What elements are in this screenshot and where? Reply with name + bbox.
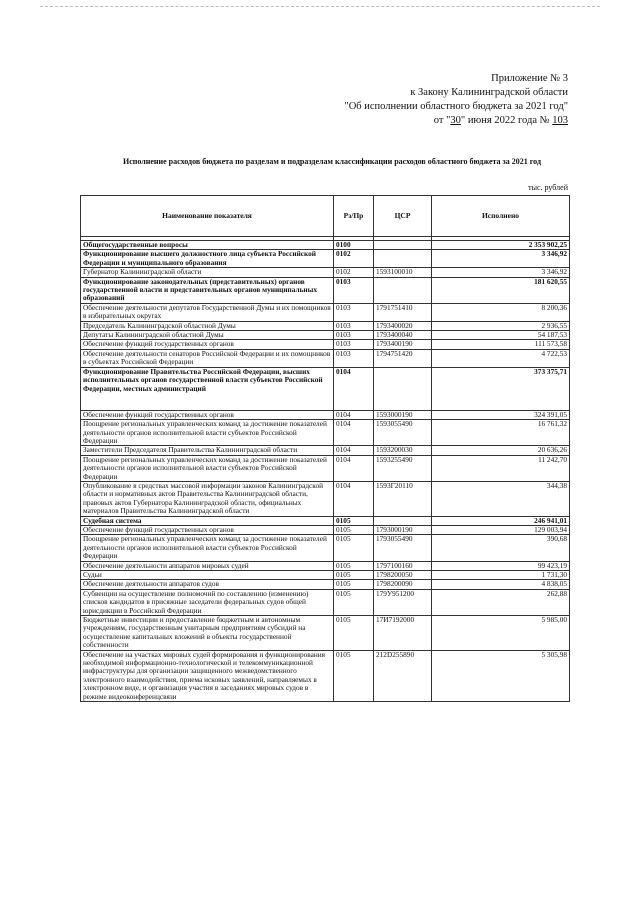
row-name-cell: Функционирование высшего должностного лица субъекта Российской Федерации и муниципального образования — [81, 250, 334, 268]
units-label: тыс. рублей — [528, 183, 568, 192]
row-rz-cell: 0105 — [334, 525, 374, 534]
row-rz-cell: 0105 — [334, 580, 374, 589]
scan-artifact-line — [40, 6, 600, 7]
table-row — [81, 446, 570, 455]
row-value-cell: 2 936,55 — [432, 321, 570, 330]
table-row — [81, 650, 570, 701]
row-csr-cell: 1593255490 — [374, 455, 432, 481]
row-name-cell: Поощрение региональных управленческих команд за достижение показателей деятельности органов исполнительной власти субъектов Российской Федерации — [81, 535, 334, 561]
row-rz-cell: 0102 — [334, 268, 374, 277]
table-row — [81, 455, 570, 481]
row-name-cell: Заместители Председателя Правительства Калининградской области — [81, 446, 334, 455]
row-csr-cell: 1793000190 — [374, 525, 432, 534]
table-row — [81, 268, 570, 277]
row-name-cell: Судьи — [81, 571, 334, 580]
appendix-line-2: к Закону Калининградской области — [410, 87, 568, 98]
row-csr-cell: 1593055490 — [374, 420, 432, 446]
table-row — [81, 589, 570, 615]
row-name-cell: Обеспечение деятельности сенаторов Российской Федерации и их помощников в субъектах Российской Федерации — [81, 349, 334, 367]
table-row — [81, 420, 570, 446]
row-name-cell: Функционирование законодательных (представительных) органов государственной власти и представительных органов муниципальных образований — [81, 277, 334, 303]
row-name-cell: Поощрение региональных управленческих команд за достижение показателей деятельности органов исполнительной власти субъектов Российской Федерации — [81, 455, 334, 481]
appendix-line-1: Приложение № 3 — [491, 73, 568, 84]
row-rz-cell: 0103 — [334, 321, 374, 330]
table-row — [81, 481, 570, 516]
table-row — [81, 241, 570, 250]
table-body — [81, 241, 570, 702]
row-value-cell: 129 003,94 — [432, 525, 570, 534]
row-value-cell: 5 305,98 — [432, 650, 570, 701]
table-row — [81, 516, 570, 525]
row-name-cell: Субвенции на осуществление полномочий по составлению (изменению) списков кандидатов в присяжные заседатели федеральных судов общей юрисдикции в Российской Федерации — [81, 589, 334, 615]
row-csr-cell: 1797100160 — [374, 561, 432, 570]
row-value-cell: 99 423,19 — [432, 561, 570, 570]
row-rz-cell: 0105 — [334, 535, 374, 561]
row-csr-cell: 212D255890 — [374, 650, 432, 701]
row-csr-cell: 1794751420 — [374, 349, 432, 367]
row-value-cell: 373 375,71 — [432, 367, 570, 410]
row-csr-cell: 1793400190 — [374, 340, 432, 349]
row-value-cell: 246 941,01 — [432, 516, 570, 525]
row-value-cell: 2 353 902,25 — [432, 241, 570, 250]
header-value: Исполнено — [432, 196, 570, 237]
table-row — [81, 561, 570, 570]
document-title: Исполнение расходов бюджета по разделам и подразделам классификации расходов областного бюджета за 2021 год — [122, 157, 541, 166]
row-name-cell: Обеспечение функций государственных органов — [81, 410, 334, 419]
row-value-cell: 324 391,05 — [432, 410, 570, 419]
row-value-cell: 4 838,05 — [432, 580, 570, 589]
appendix-number: 103 — [552, 115, 568, 126]
appendix-line-4 — [344, 114, 568, 128]
appendix-line-3: "Об исполнении областного бюджета за 2021 год" — [344, 101, 568, 112]
row-rz-cell: 0104 — [334, 410, 374, 419]
row-value-cell: 8 200,36 — [432, 303, 570, 321]
table-row — [81, 525, 570, 534]
row-name-cell: Председатель Калининградской областной Думы — [81, 321, 334, 330]
row-rz-cell: 0105 — [334, 571, 374, 580]
row-rz-cell: 0103 — [334, 331, 374, 340]
row-name-cell: Обеспечение функций государственных органов — [81, 525, 334, 534]
row-name-cell: Обеспечение функций государственных органов — [81, 340, 334, 349]
table-row — [81, 535, 570, 561]
appendix-date-prefix: от " — [433, 115, 451, 126]
row-name-cell: Депутаты Калининградской областной Думы — [81, 331, 334, 340]
row-csr-cell — [374, 277, 432, 303]
row-value-cell: 4 722,53 — [432, 349, 570, 367]
row-rz-cell: 0105 — [334, 589, 374, 615]
row-csr-cell — [374, 367, 432, 410]
table-row — [81, 410, 570, 419]
row-name-cell: Поощрение региональных управленческих команд за достижение показателей деятельности органов исполнительной власти субъектов Российской Федерации — [81, 420, 334, 446]
row-rz-cell: 0104 — [334, 446, 374, 455]
table-row — [81, 571, 570, 580]
row-name-cell: Губернатор Калининградской области — [81, 268, 334, 277]
row-name-cell: Опубликование в средствах массовой информации законов Калининградской области и нормативных актов Правительства Калининградской области, правовых актов Губернатора Калининградской области, официальных материалов Правительства Калининградской области — [81, 481, 334, 516]
row-rz-cell: 0103 — [334, 340, 374, 349]
row-rz-cell: 0104 — [334, 455, 374, 481]
row-csr-cell: 1793055490 — [374, 535, 432, 561]
row-value-cell: 20 636,26 — [432, 446, 570, 455]
row-rz-cell: 0104 — [334, 420, 374, 446]
row-name-cell: Обеспечение деятельности депутатов Государственной Думы и их помощников в избирательных округах — [81, 303, 334, 321]
row-csr-cell: 1798200090 — [374, 580, 432, 589]
row-rz-cell: 0102 — [334, 250, 374, 268]
row-rz-cell: 0103 — [334, 303, 374, 321]
row-csr-cell: 1593000190 — [374, 410, 432, 419]
appendix-day: 30 — [450, 115, 461, 126]
row-value-cell: 3 346,92 — [432, 250, 570, 268]
row-name-cell: Обеспечение деятельности аппаратов мировых судей — [81, 561, 334, 570]
row-csr-cell: 179У951200 — [374, 589, 432, 615]
row-csr-cell — [374, 516, 432, 525]
header-csr: ЦСР — [374, 196, 432, 237]
table-row — [81, 303, 570, 321]
row-rz-cell: 0105 — [334, 616, 374, 651]
table-row — [81, 331, 570, 340]
table-row — [81, 580, 570, 589]
row-csr-cell: 1593Г20110 — [374, 481, 432, 516]
row-value-cell: 3 346,92 — [432, 268, 570, 277]
row-value-cell: 344,38 — [432, 481, 570, 516]
appendix-date-middle: " июня 2022 года № — [460, 115, 553, 126]
row-value-cell: 181 620,55 — [432, 277, 570, 303]
row-csr-cell: 1593200030 — [374, 446, 432, 455]
row-name-cell: Судебная система — [81, 516, 334, 525]
row-csr-cell: 1791751410 — [374, 303, 432, 321]
row-csr-cell: 17И7192000 — [374, 616, 432, 651]
header-rz: Рз/Пр — [334, 196, 374, 237]
row-value-cell: 262,88 — [432, 589, 570, 615]
row-value-cell: 5 985,00 — [432, 616, 570, 651]
row-value-cell: 54 187,53 — [432, 331, 570, 340]
table-header-row — [81, 196, 570, 237]
appendix-header — [344, 72, 568, 128]
row-rz-cell: 0104 — [334, 367, 374, 410]
row-csr-cell: 1798200050 — [374, 571, 432, 580]
row-csr-cell: 1793400040 — [374, 331, 432, 340]
row-rz-cell: 0105 — [334, 516, 374, 525]
row-csr-cell: 1593100010 — [374, 268, 432, 277]
table-row — [81, 340, 570, 349]
row-name-cell: Бюджетные инвестиции и предоставление бюджетным и автономным учреждениям, государственным унитарным предприятиям субсидий на осуществление капитальных вложений в объекты государственной собственности — [81, 616, 334, 651]
row-rz-cell: 0103 — [334, 277, 374, 303]
row-value-cell: 111 573,58 — [432, 340, 570, 349]
budget-table — [80, 195, 570, 702]
row-csr-cell — [374, 250, 432, 268]
row-value-cell: 11 242,70 — [432, 455, 570, 481]
row-value-cell: 390,68 — [432, 535, 570, 561]
table-row — [81, 321, 570, 330]
row-rz-cell: 0104 — [334, 481, 374, 516]
row-name-cell: Функционирование Правительства Российской Федерации, высших исполнительных органов государственной власти субъектов Российской Федерации, местных администраций — [81, 367, 334, 410]
row-rz-cell: 0105 — [334, 561, 374, 570]
table-row — [81, 367, 570, 410]
row-csr-cell: 1793400020 — [374, 321, 432, 330]
table-row — [81, 277, 570, 303]
row-name-cell: Обеспечение деятельности аппаратов судов — [81, 580, 334, 589]
header-name: Наименование показателя — [81, 196, 334, 237]
row-value-cell: 16 761,32 — [432, 420, 570, 446]
table-row — [81, 250, 570, 268]
row-rz-cell: 0105 — [334, 650, 374, 701]
table-row — [81, 349, 570, 367]
row-csr-cell — [374, 241, 432, 250]
row-rz-cell: 0100 — [334, 241, 374, 250]
row-name-cell: Общегосударственные вопросы — [81, 241, 334, 250]
row-rz-cell: 0103 — [334, 349, 374, 367]
row-name-cell: Обеспечение на участках мировых судей формирования и функционирования необходимой информационно-технологической и телекоммуникационной инфраструктуры для организации защищенного межведомственного электронного взаимодействия, приема исковых заявлений, направляемых в электронном виде, и организация участия в заседаниях мировых судов в режиме видеоконференцсвязи — [81, 650, 334, 701]
row-value-cell: 1 731,30 — [432, 571, 570, 580]
table-row — [81, 616, 570, 651]
